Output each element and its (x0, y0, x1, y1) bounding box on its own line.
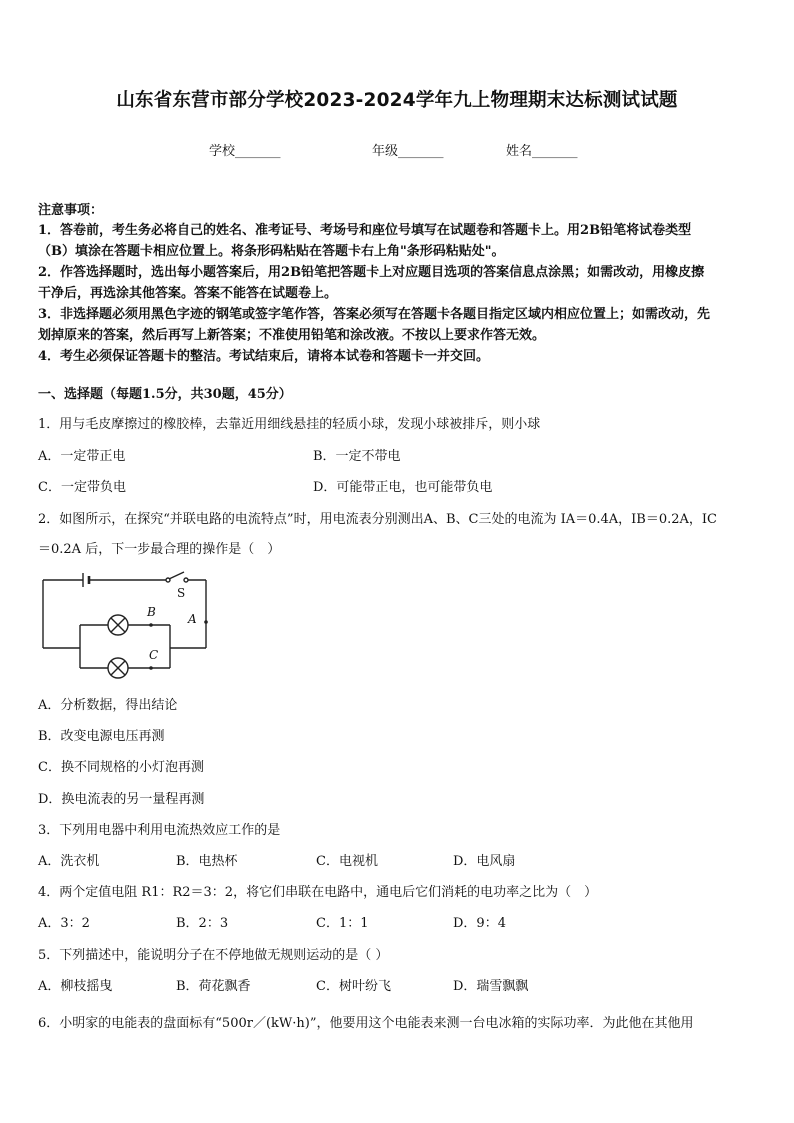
q1-option-a[interactable]: A．一定带正电 (38, 449, 126, 464)
q5-stem: 5．下列描述中，能说明分子在不停地做无规则运动的是（ ） (38, 948, 389, 963)
point-c-dot (149, 666, 153, 670)
note-4: 4．考生必须保证答题卡的整洁。考试结束后，请将本试卷和答题卡一并交回。 (38, 349, 490, 364)
note-3-line-2: 划掉原来的答案，然后再写上新答案；不准使用铅笔和涂改液。不按以上要求作答无效。 (38, 328, 546, 343)
q5-option-d[interactable]: D．瑞雪飘飘 (453, 979, 529, 994)
note-3-line-1: 3．非选择题必须用黑色字迹的钢笔或签字笔作答，答案必须写在答题卡各题目指定区域内相应位置上；如需改动，先 (38, 307, 711, 322)
q1-option-b[interactable]: B．一定不带电 (313, 449, 401, 464)
grade-field[interactable]: 年级_______ (372, 144, 444, 159)
q4-stem: 4．两个定值电阻 R1：R2＝3：2，将它们串联在电路中，通电后它们消耗的电功率之比为（ ） (38, 885, 598, 900)
q1-option-c[interactable]: C．一定带负电 (38, 480, 126, 495)
q2-option-a[interactable]: A．分析数据，得出结论 (38, 698, 178, 713)
name-field[interactable]: 姓名_______ (506, 144, 578, 159)
q1-stem: 1．用与毛皮摩擦过的橡胶棒，去靠近用细线悬挂的轻质小球，发现小球被排斥，则小球 (38, 417, 541, 432)
school-field[interactable]: 学校_______ (209, 144, 281, 159)
label-b: B (147, 605, 156, 619)
q4-option-a[interactable]: A．3：2 (38, 916, 90, 931)
note-2-line-2: 干净后，再选涂其他答案。答案不能答在试题卷上。 (38, 286, 338, 301)
q2-stem-line-2: ＝0.2A 后，下一步最合理的操作是（ ） (38, 542, 281, 557)
q2-option-c[interactable]: C．换不同规格的小灯泡再测 (38, 760, 204, 775)
label-s: S (177, 586, 186, 600)
q5-option-c[interactable]: C．树叶纷飞 (316, 979, 391, 994)
label-c: C (149, 648, 159, 662)
q4-option-b[interactable]: B．2：3 (176, 916, 229, 931)
q2-option-b[interactable]: B．改变电源电压再测 (38, 729, 165, 744)
note-1-line-1: 1．答卷前，考生务必将自己的姓名、准考证号、考场号和座位号填写在试题卷和答题卡上。用2B铅笔将试卷类型 (38, 223, 692, 238)
q3-option-c[interactable]: C．电视机 (316, 854, 378, 869)
q2-option-d[interactable]: D．换电流表的另一量程再测 (38, 792, 205, 807)
switch-lever (169, 572, 184, 579)
q3-option-b[interactable]: B．电热杯 (176, 854, 238, 869)
note-1-line-2: （B）填涂在答题卡相应位置上。将条形码粘贴在答题卡右上角"条形码粘贴处"。 (38, 244, 505, 259)
q3-stem: 3．下列用电器中利用电流热效应工作的是 (38, 823, 281, 838)
exam-title: 山东省东营市部分学校2023-2024学年九上物理期末达标测试试题 (116, 90, 678, 111)
q6-stem: 6．小明家的电能表的盘面标有“500r／(kW·h)”，他要用这个电能表来测一台电冰箱的实际功率．为此他在其他用 (38, 1016, 694, 1031)
q4-option-c[interactable]: C．1：1 (316, 916, 369, 931)
q1-option-d[interactable]: D．可能带正电，也可能带负电 (313, 480, 493, 495)
q5-option-b[interactable]: B．荷花飘香 (176, 979, 251, 994)
point-a-dot (204, 620, 208, 624)
parallel-circuit-diagram (38, 570, 213, 680)
q2-stem-line-1: 2．如图所示，在探究“并联电路的电流特点”时，用电流表分别测出A、B、C三处的电流为 IA＝0.4A，IB＝0.2A，IC (38, 512, 718, 527)
q3-option-a[interactable]: A．洗衣机 (38, 854, 100, 869)
q5-option-a[interactable]: A．柳枝摇曳 (38, 979, 113, 994)
note-2-line-1: 2．作答选择题时，选出每小题答案后，用2B铅笔把答题卡上对应题目选项的答案信息点涂黑；如需改动，用橡皮擦 (38, 265, 705, 280)
q4-option-d[interactable]: D．9：4 (453, 916, 506, 931)
notes-heading: 注意事项： (38, 203, 104, 218)
switch-right-contact (184, 578, 188, 582)
label-a: A (188, 612, 197, 626)
q3-option-d[interactable]: D．电风扇 (453, 854, 516, 869)
student-info-row (0, 140, 794, 160)
point-b-dot (149, 623, 153, 627)
section-heading: 一、选择题（每题1.5分，共30题，45分） (38, 387, 292, 402)
